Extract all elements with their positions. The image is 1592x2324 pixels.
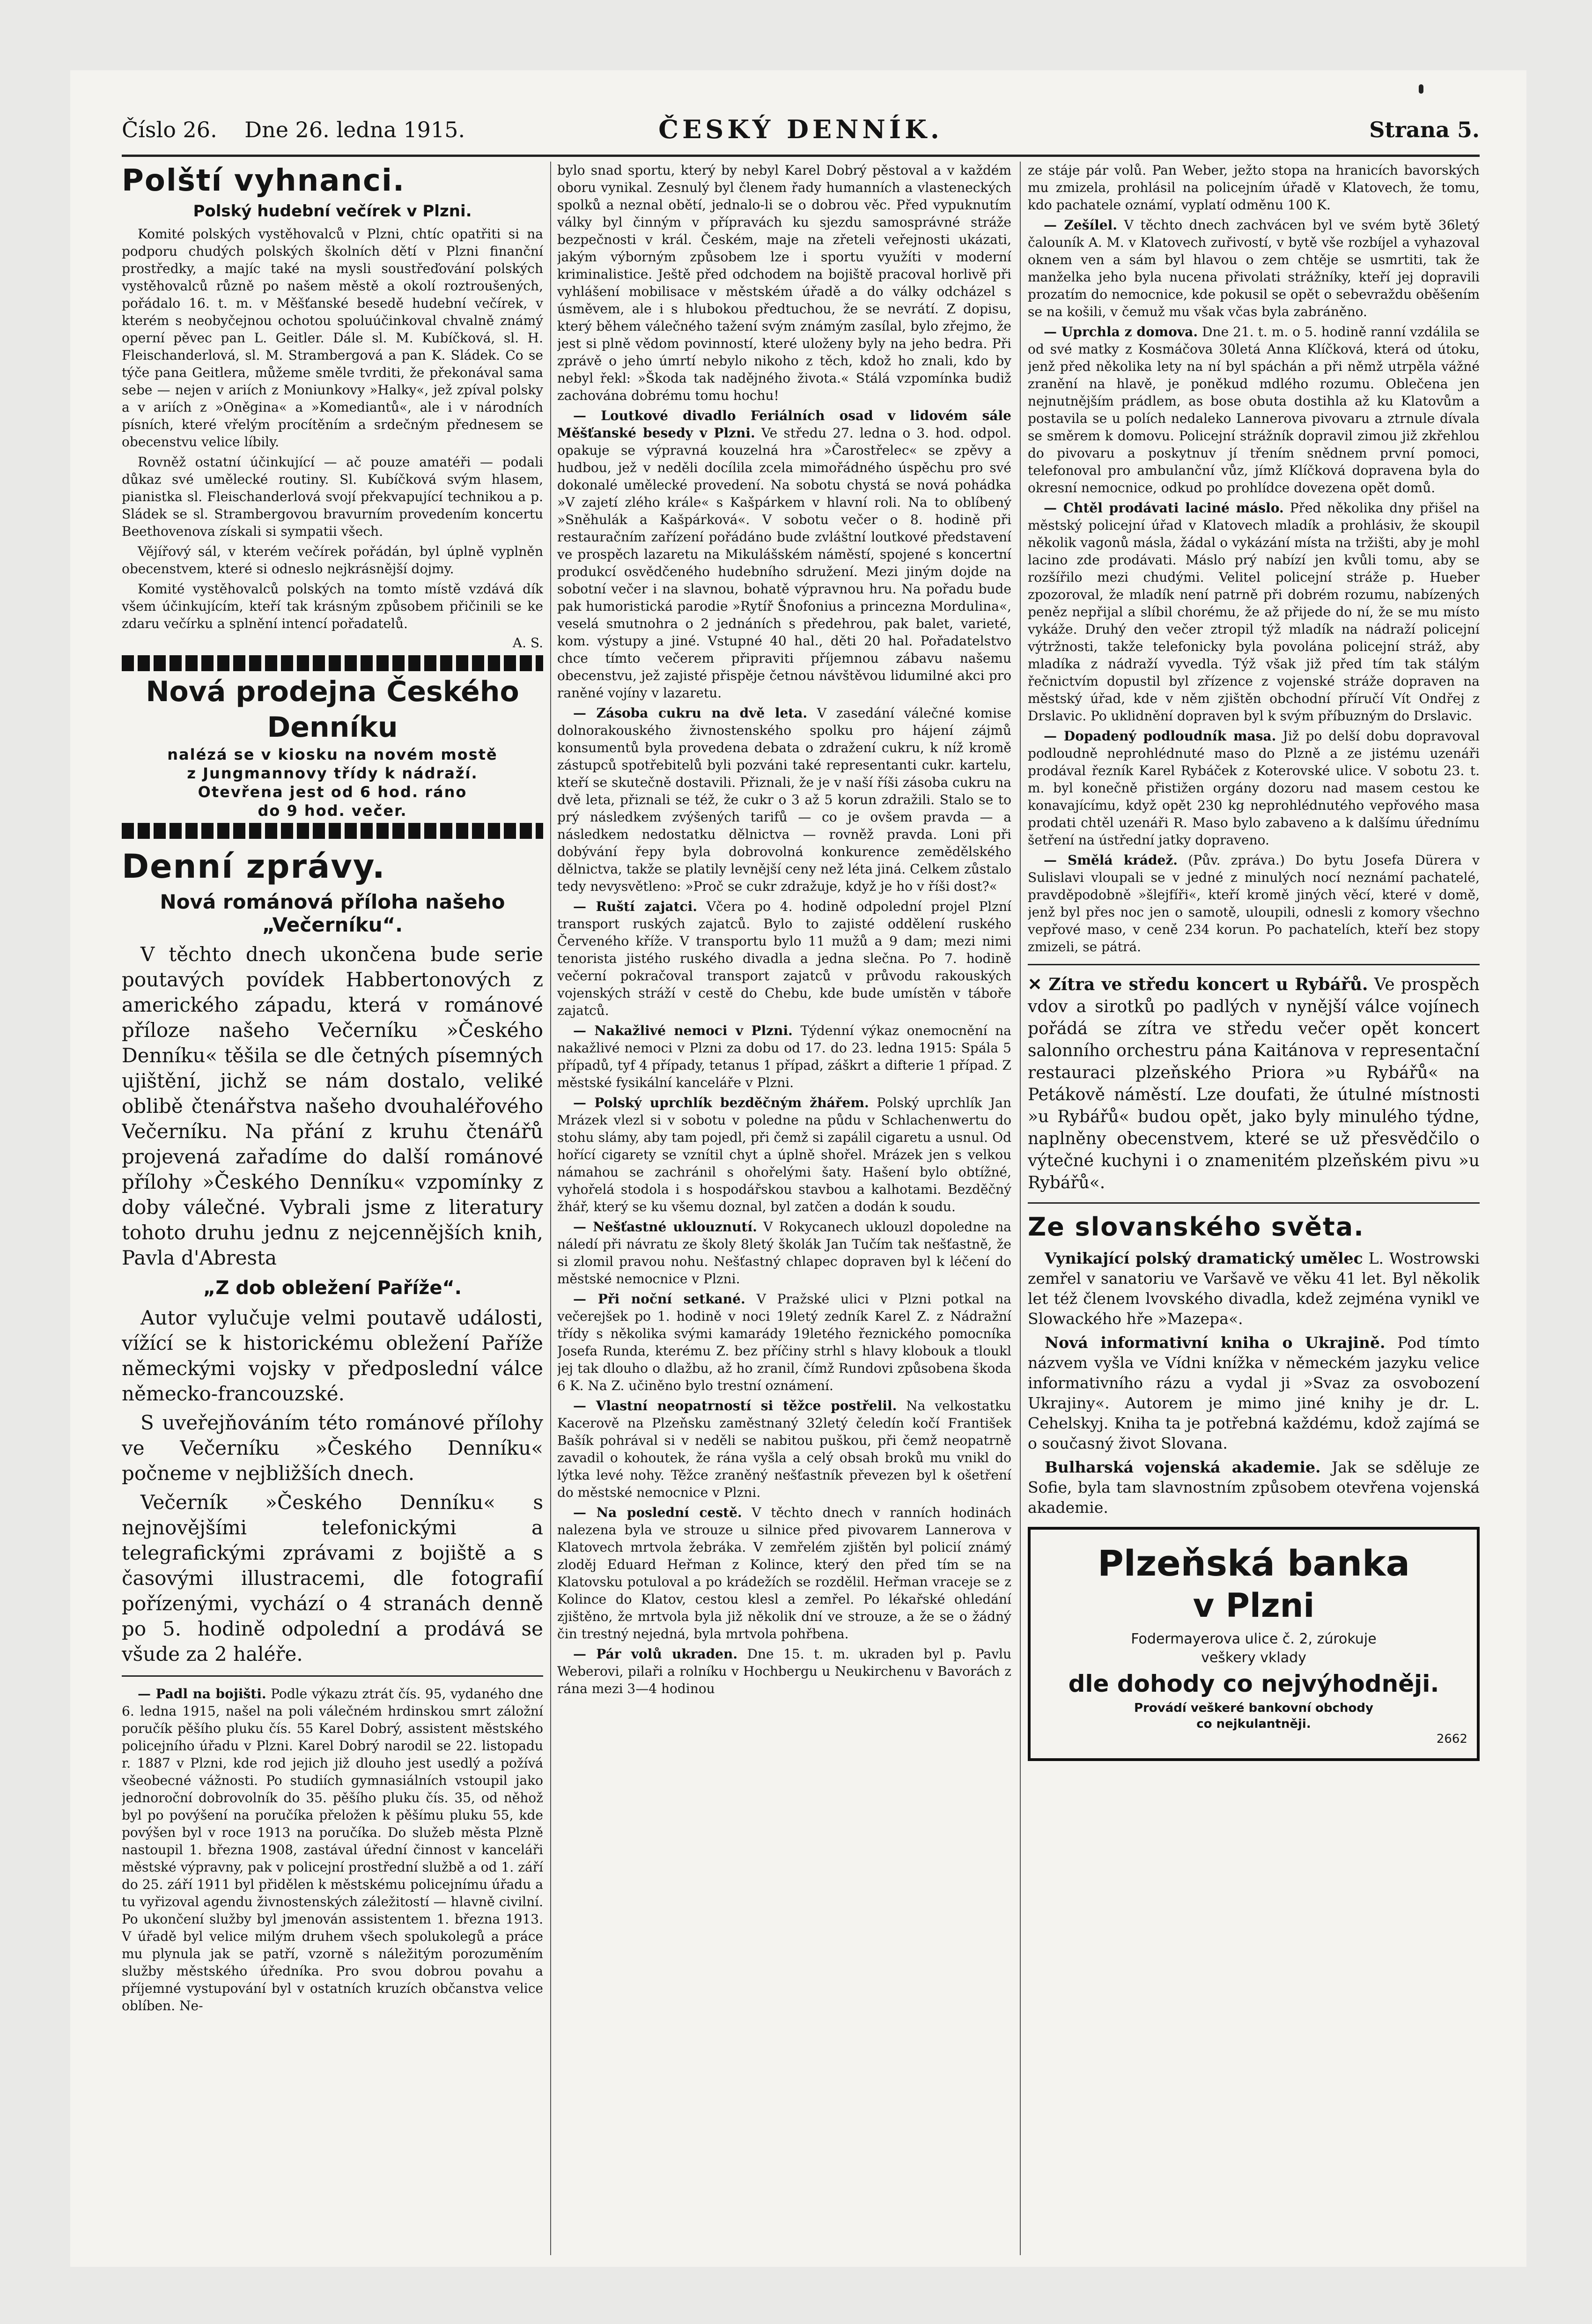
notice-text: Ve prospěch vdov a sirotků po padlých v nynější válce vojínech pořádá se zítra ve středu večer opět koncert salonního orchestru pána Kaitánova v representační restauraci plzeňského Priora »u Rybářů« na Petákově náměstí. Lze doufati, že útulné místnosti »u Rybářů« budou opět, jako byly minulého týdne, naplněny obecenstvem, které se už přesvědčilo o výtečné kuchyni i o znamenitém plzeňském pivu »u Rybářů«. xyxy=(1028,975,1480,1192)
news-text: Pod tímto názvem vyšla ve Vídni knížka v německém jazyku velice informativního rázu a vydal ji »Svaz za osvobození Ukrajiny«. Autorem je mimo jiné knihy je dr. L. Cehelskyj. Kniha ta je potřebná každému, kdož zajímá se o současný život Slovana. xyxy=(1028,1333,1480,1452)
news-kicker: — Padl na bojišti. xyxy=(138,1686,266,1702)
ad-line: co nejkulantněji. xyxy=(1196,1717,1311,1731)
news-kicker: — Chtěl prodávati laciné máslo. xyxy=(1044,500,1284,516)
article-paragraph: Rovněž ostatní účinkující — ač pouze amatéři — podali důkaz své umělecké routiny. Sl. Kubíčková svým hlasem, pianistka sl. Fleischanderlová svojí překvapující technikou a p. Sládek se sl. Strambergovou bravurním provedením koncertu Beethovenova získali si sympatii všech. xyxy=(122,454,543,539)
article-paragraph: Vějířový sál, v kterém večírek pořádán, byl úplně vyplněn obecenstvem, které si odneslo nejkrásnější dojmy. xyxy=(122,544,543,577)
news-kicker: — Na poslední cestě. xyxy=(573,1505,742,1520)
news-text: Před několika dny přišel na městský policejní úřad v Klatovech mladík a prohlásiv, že skoupil několik vagonů másla, žádal o vykázání místa na tržišti, aby je mohl lacino zde prodávati. Máslo prý nabízí jen kvůli tomu, aby se rozšířilo mezi chudými. Velitel policejní stráže p. Hueber zpozoroval, že mladík není patrně při dobrém rozumu, nabízených peněz nepřijal a slíbil chorému, že až přijede do ní, že se mu místo vykáže. Druhý den večer ztropil týž mladík na nádraží policejní výtržnosti, takže telefonicky byla povolána policejní stráž, aby mladíka z nádraží vyvedla. Týž však již před tím tak stálým řečnictvím dopustil byl zřízence z vojenské stráže dopraven na městský úřad, kde v něm zjištěn obchodní příručí Vít Ondřej z Drslavic. Po uklidnění dopraven byl k svým příbuzným do Drslavic. xyxy=(1028,500,1480,724)
ad-border-pattern xyxy=(122,655,543,671)
column-2 xyxy=(557,162,1011,2255)
newspaper-page xyxy=(70,70,1526,2267)
news-item xyxy=(1028,499,1480,725)
news-text: (Pův. zpráva.) Do bytu Josefa Dürera v Sulislavi vloupali se v jedné z minulých nocí neznámí pachatelé, pravděpodobně »šlejfíři«, kteří kromě jiných věcí, které v domě, jenž byl přes noc jen o samotě, uloupili, odnesli z komory všechno vepřové maso, v ceně 234 korun. Po pachatelích, kteří bez stopy zmizeli, se pátrá. xyxy=(1028,852,1480,955)
news-kicker: — Zešílel. xyxy=(1044,217,1117,233)
news-kicker: — Smělá krádež. xyxy=(1044,852,1178,868)
divider xyxy=(122,1675,543,1677)
article-subtitle: Polský hudební večírek v Plzni. xyxy=(193,202,472,221)
news-kicker: — Dopadený podloudník masa. xyxy=(1044,728,1276,744)
column-rule xyxy=(1020,162,1021,2255)
masthead xyxy=(122,108,1480,157)
news-text: Týdenní výkaz onemocnění na nakažlivé nemoci v Plzni za dobu od 17. do 23. ledna 1915: Spála 5 případů, tyf 4 případy, tetanus 1 případ, záškrt a difterie 1 případ. Z městské fysikální kanceláře v Plzni. xyxy=(557,1023,1011,1090)
divider xyxy=(1028,964,1480,965)
news-kicker: — Nakažlivé nemoci v Plzni. xyxy=(573,1023,793,1038)
news-kicker: — Ruští zajatci. xyxy=(573,899,697,914)
news-text: V Rokycanech uklouzl dopoledne na náledí při návratu ze školy 8letý školák Jan Tučím tak nešťastně, že si zlomil pravou nohu. Nešťastný chlapec dopraven byl k léčení do městské nemocnice v Plzni. xyxy=(557,1219,1011,1287)
column-3 xyxy=(1028,162,1480,2255)
news-item xyxy=(557,1397,1011,1501)
ad-line: nalézá se v kiosku na novém mostě xyxy=(167,746,498,763)
ad-border-pattern xyxy=(122,823,543,839)
news-kicker: — Loutkové divadlo Feriálních osad v lidovém sále Měšťanské besedy v Plzni. xyxy=(557,408,1011,441)
news-text: Ve středu 27. ledna o 3. hod. odpol. opakuje se výpravná kouzelná hra »Čarostřelec« se zpěvy a hudbou, jež v neděli docílila zcela mimořádného úspěchu pro své dokonalé umělecké provedení. Na sobotu chystá se nová pohádka »V zajetí zlého krále« s Kašpárkem v hlavní roli. Na to oblíbený »Sněhulák a Kašpárková«. V sobotu večer o 8. hodině při restauračním zařízení pořádáno bude zvláštní loutkové představení ve prospěch lazaretu na Mikulášském náměstí, spojené s koncertní produkcí osvědčeného hudebního sdružení. Mezi jiným dojde na sobotní večer i na slavnou, bohatě výpravnou hru. Na pořadu bude pak humoristická parodie »Rytíř Šnofonius a princezna Mordulina«, veselá smutnohra o 2 jednáních s předehrou, pak balet, varieté, kom. výstupy a jiné. Vstupné 40 hal., děti 20 hal. Pořadatelstvo chce tímto večerem připraviti příjemnou zábavu našemu obecenstvu, jež zajisté přispěje četnou návštěvou lidumilné akci pro raněné vojíny v lazaretu. xyxy=(557,425,1011,701)
ad-line: Provádí veškeré bankovní obchody xyxy=(1134,1701,1373,1715)
ad-headline: dle dohody co nejvýhodněji. xyxy=(1068,1670,1439,1697)
ad-title: Nová prodejna Českého Denníku xyxy=(146,675,519,744)
book-title: „Z dob obležení Paříže“. xyxy=(203,1277,462,1299)
news-item xyxy=(557,1645,1011,1697)
column-rule xyxy=(550,162,551,2255)
news-item xyxy=(557,898,1011,1019)
news-kicker: — Pár volů ukraden. xyxy=(573,1646,738,1662)
news-item xyxy=(1028,851,1480,955)
news-text: V Pražské ulici v Plzni potkal na večerejšek po 1. hodině v noci 19letý zedník Karel Z. z Nádražní třídy s několika svými kamarády 19letého řeznického pomocníka Josefa Runda, kterému Z. bez příčiny strhl s hlavy klobouk a tloukl jej tak dlouho o dlažbu, až ho zranil, čímž Rundovi způsobena škoda 6 K. Na Z. učiněno bylo trestní oznámení. xyxy=(557,1291,1011,1393)
article-subtitle: „Večerníku“. xyxy=(262,913,403,936)
news-item xyxy=(557,1022,1011,1091)
news-item xyxy=(557,704,1011,895)
news-kicker: Bulharská vojenská akademie. xyxy=(1045,1458,1321,1476)
news-item xyxy=(1028,1332,1480,1453)
news-kicker: Nová informativní kniha o Ukrajině. xyxy=(1045,1333,1386,1352)
news-item xyxy=(1028,1248,1480,1329)
news-item xyxy=(122,1685,543,2014)
article-paragraph: Autor vylučuje velmi poutavě události, vížící se k historickému obležení Paříže německými vojsky v předposlední válce německo-francouzské. xyxy=(122,1306,543,1405)
news-item xyxy=(557,1504,1011,1643)
ad-bank-name: Plzeňská banka xyxy=(1098,1542,1410,1584)
news-item xyxy=(1028,323,1480,496)
bank-advertisement xyxy=(1028,1527,1480,1761)
page-mark xyxy=(1419,84,1423,94)
article-paragraph: V těchto dnech ukončena bude serie poutavých povídek Habbertonových z amerického západu, která v románové příloze našeho Večerníku »Českého Denníku« těšila se dle četných písemných ujištění, jichž se nám dostalo, veliké oblibě čtenářstva našeho dvouhaléřového Večerníku. Na přání z kruhu čtenářů projevená zařadíme do další románové přílohy »Českého Denníku« vzpomínky z doby válečné. Vybrali jsme z literatury tohoto druhu jednu z nejcennějších knih, Pavla d'Abresta xyxy=(122,943,543,1269)
article-paragraph: Večerník »Českého Denníku« s nejnovějšími telefonickými a telegrafickými zprávami z bojiště a s časovými illustracemi, dle fotografií pořízenými, vychází o 4 stranách denně po 5. hodině odpolední a prodává se všude za 2 haléře. xyxy=(122,1491,543,1665)
section-title: Denní zprávy. xyxy=(122,847,386,886)
ad-bank-city: v Plzni xyxy=(1193,1586,1315,1625)
issue-number: Číslo 26. xyxy=(122,117,217,142)
ad-line: Otevřena jest od 6 hod. ráno xyxy=(198,783,467,801)
article-paragraph: ze stáje pár volů. Pan Weber, ježto stopa na hranicích bavorských mu zmizela, prohlásil na policejním úřadě v Klatovech, že tomu, kdo pachatele oznámí, vyplatí odměnu 100 K. xyxy=(1028,163,1480,213)
article-paragraph: S uveřejňováním této románové přílohy ve Večerníku »Českého Denníku« počneme v nejbližších dnech. xyxy=(122,1411,543,1485)
news-kicker: — Vlastní neopatrností si těžce postřelil. xyxy=(573,1398,897,1414)
newspaper-title: ČESKÝ DENNÍK. xyxy=(658,114,943,144)
article-paragraph: Komité polských vystěhovalců v Plzni, chtíc opatřiti si na podporu chudých polských školních dětí v Plzni finanční prostředky, a majíc také na mysli soustřeďování polských vystěhovalců různě po našem městě a okolí roztroušených, pořádalo 16. t. m. v Měšťanské besedě hudební večírek, v kterém s neobyčejnou ochotou spoluúčinkoval chvalně známý operní pěvec pan L. Geitler. Dále sl. M. Kubíčková, sl. H. Fleischanderlová, sl. M. Strambergová a pan K. Sládek. Co se týče pana Geitlera, můžeme směle tvrditi, že překonával sama sebe — nejen v ariích z Moniunkovy »Halky«, jež zpíval polsky a v ariích z »Oněgina« a »Komediantů«, ale i v národních písních, které vřelým procítěním a srdečným přednesem se obecenstvu velice líbily. xyxy=(122,226,543,450)
news-text: Včera po 4. hodině odpolední projel Plzní transport ruských zajatců. Bylo to zajisté oddělení ruského Červeného kříže. V transportu bylo 11 mužů a 9 dam; mezi nimi tenorista jistého ruského divadla a jedna slečna. Po 7. hodině večerní pokračoval transport zajatců v průvodu rakouských vojenských stráží v cestě do Chebu, kde bude umístěn v táboře zajatců. xyxy=(557,899,1011,1018)
news-kicker: Vynikající polský dramatický umělec xyxy=(1045,1249,1363,1267)
news-item xyxy=(557,407,1011,702)
news-text: V těchto dnech zachvácen byl ve svém bytě 36letý čalouník A. M. v Klatovech zuřivostí, v bytě vše rozbíjel a vyhazoval oknem ven a sám byl hlavou o zem chtěje se usmrtiti, tak že manželka jeho byla nucena přivolati strážníky, kteří jej dopravili prozatím do nemocnice, kde pokusil se opět o sebevraždu oběšením se na košili, v čemuž mu však včas byla zabráněno. xyxy=(1028,217,1480,319)
news-kicker: — Při noční setkané. xyxy=(573,1291,745,1307)
notice-title: ✕ Zítra ve středu koncert u Rybářů. xyxy=(1028,975,1368,994)
news-text: Na velkostatku Kacerově na Plzeňsku zaměstnaný 32letý čeledín kočí František Bašík pohrával si v neděli se nabitou puškou, při čemž neopatrně zavadil o kohoutek, že rána vyšla a celý obsah broků mu vnikl do lýtka levé nohy. Těžce zraněný nešťastník převezen byl k ošetření do městské nemocnice v Plzni. xyxy=(557,1398,1011,1500)
ad-line: veškery vklady xyxy=(1201,1650,1306,1666)
article-paragraph: Komité vystěhovalců polských na tomto místě vzdává dík všem účinkujícím, kteří tak krásným způsobem přičinili se ke zdaru večírku a splnění intencí pořadatelů. xyxy=(122,581,543,631)
ad-line: Fodermayerova ulice č. 2, zúrokuje xyxy=(1131,1631,1377,1647)
news-text: V těchto dnech v ranních hodinách nalezena byla ve strouze u silnice před pivovarem Lannerova v Klatovech mrtvola žebráka. V zemřelém zjištěn byl policií známý zloděj Eduard Heřman z Kolince, který den před tím se na Klatovsku potuloval a po krádežích se rozdělil. Heřman vraceje se z Kolince do Klatov, cestou klesl a zemřel. Po lékařské ohledání zjištěno, že mrtvola byla již několik dní ve strouze, a že se o žádný čin trestný nejedná, byla mrtvola pohřbena. xyxy=(557,1505,1011,1642)
news-text: Jak se sděluje ze Sofie, byla tam slavnostním způsobem otevřena vojenská akademie. xyxy=(1028,1458,1480,1517)
news-kicker: — Nešťastné uklouznutí. xyxy=(573,1219,757,1235)
kiosk-advertisement xyxy=(122,655,543,839)
section-title: Ze slovanského světa. xyxy=(1028,1212,1364,1242)
news-text: Již po delší dobu dopravoval podloudně neprohlédnuté maso do Plzně a ze jistému uzenáři prodával řezník Karel Rybáček z Koterovské ulice. V sobotu 23. t. m. byl konečně přistižen orgány dozoru nad masem cestou ke konavajícímu, když opět 230 kg neprohlédnutého vepřového masa prodati chtěl uzenáři R. Maso bylo zabaveno a k dalšímu úřednímu šetření na ústřední jatky dopraveno. xyxy=(1028,728,1480,848)
news-kicker: — Uprchla z domova. xyxy=(1044,324,1198,340)
ad-line: z Jungmannovy třídy k nádraží. xyxy=(187,764,478,782)
ad-line: do 9 hod. večer. xyxy=(258,802,407,820)
article-paragraph: bylo snad sportu, který by nebyl Karel Dobrý pěstoval a v každém oboru vynikal. Zesnulý byl členem řady humanních a vlasteneckých spolků a neznal obětí, jednalo-li se o dobrou věc. Před vypuknutím války byl činným v přípravách ku sjezdu samosprávné stráže bezpečnosti v král. Českém, maje na zřeteli veřejnosti ukázati, jakým výborným způsobem lze i sportu využíti v moderní kriminalistice. Ještě před odchodem na bojiště pracoval horlivě při vyhlášení mobilisace v městském úřadě a do války odcházel s úsměvem, ale i s hlubokou předtuchou, že se nevrátí. Z dopisu, který během válečného tažení svým známým zasílal, bylo zřejmo, že jest si plně vědom povinností, které uloženy byly na jeho bedra. Při zprávě o jeho úmrtí nebylo nikoho z těch, kdož ho znali, kdo by nebyl řekl: »Škoda tak nadějného života.« Stálá vzpomínka budiž zachována dobrému tomu hochu! xyxy=(557,163,1011,403)
news-text: Dne 15. t. m. ukraden byl p. Pavlu Weberovi, pilaři a rolníku v Hochbergu u Neukirchenu v Bavorách z rána mezi 3—4 hodinou xyxy=(557,1646,1011,1696)
news-kicker: — Zásoba cukru na dvě leta. xyxy=(573,705,808,721)
news-item xyxy=(1028,727,1480,849)
news-item xyxy=(1028,216,1480,320)
news-text: L. Wostrowski zemřel v sanatoriu ve Varšavě ve věku 41 let. Byl několik let též členem lvovského divadla, kdež zejména vynikl ve Slowackého hře »Mazepa«. xyxy=(1028,1249,1480,1328)
issue-date: Dne 26. ledna 1915. xyxy=(244,117,465,142)
news-item xyxy=(557,1094,1011,1215)
divider xyxy=(1028,1202,1480,1204)
ad-number: 2662 xyxy=(1436,1732,1467,1746)
page-number: Strana 5. xyxy=(1369,117,1480,142)
news-text: Podle výkazu ztrát čís. 95, vydaného dne 6. ledna 1915, našel na poli válečném hrdinskou smrt záložní poručík pěšího pluku čís. 55 Karel Dobrý, assistent městského policejního úřadu v Plzni. Karel Dobrý narodil se 22. listopadu r. 1887 v Plzni, kde rod jejich již dlouho jest usedlý a požívá všeobecné vážnosti. Po studiích gymnasiálních vstoupil jako jednoroční dobrovolník do 35. pěšího pluku čís. 35, od něhož byl po povýšení na poručíka přeložen k pěšímu pluku 55, kde povýšen byl v roce 1913 na poručíka. Do služeb města Plzně nastoupil 1. března 1908, zastával úřední činnost v kanceláři městské výpravny, pak v policejní prostřední službě a od 1. září do 25. září 1911 byl přidělen k městskému policejnímu úřadu a tu vyřizoval agendu živnostenských záležitostí — hlavně civilní. Po ukončení služby byl jmenován assistentem 1. března 1913. V úřadě byl velice milým druhem všech spolukolegů a práce mu plynula jak se patří, vzorně s náležitým porozuměním služby městského úředníka. Pro svou dobrou povahu a příjemné vystupování byl v ostatních kruzích občanstva velice oblíben. Ne- xyxy=(122,1686,543,2013)
news-item xyxy=(1028,1457,1480,1517)
article-signature: A. S. xyxy=(512,635,543,651)
concert-notice xyxy=(1028,974,1480,1194)
news-text: V zasedání válečné komise dolnorakouského živnostenského spolku pro hájení zájmů konsumentů byla provedena debata o zdražení cukru, k níž kromě zástupců spotřebitelů byli pozváni také representanti cukr. kartelu, kteří se skutečně dostavili. Přiznali, že je v naší říši zásoba cukru na dvě leta, přiznali se též, že cukr o 3 až 5 korun zdražili. Stalo se to prý následkem zvýšených tarifů — co je ovšem pravda — a následkem nedostatku dělnictva — rovněž pravda. Loni při dobývání řepy byla dobrovolná konkurence zemědělského dělnictva, takže se platily levnější ceny než léta jiná. Celkem zůstalo tedy nevysvětleno: »Proč se cukr zdražuje, když je ho v říši dost?« xyxy=(557,705,1011,894)
news-text: Polský uprchlík Jan Mrázek vlezl si v sobotu v poledne na půdu v Schlachenwertu do stohu slámy, aby tam pojedl, při čemž si zapálil cigaretu a usnul. Od hořící cigarety se vznítil chyt a úplně shořel. Mrázek jen s velkou námahou se zachránil s ohořelými šaty. Hašení bylo obtížné, vyhořelá stodola i s hospodářskou stavbou a kalhotami. Bezděčný žhář, který se ku všemu doznal, byl zatčen a dodán k soudu. xyxy=(557,1095,1011,1214)
news-text: Dne 21. t. m. o 5. hodině ranní vzdálila se od své matky z Kosmáčova 30letá Anna Klíčková, která od útoku, jenž před několika lety na ní byl spáchán a při němž utrpěla vážné zranění na hlavě, je poněkud mdlého rozumu. Oblečena jen nejnutnějším prádlem, as bose obuta dostihla až ku Klatovům a postavila se u polích nedaleko Lannerova pivovaru a ztrnule dívala se směrem k domovu. Policejní strážník dopravil zimou již zkřehlou do pivovaru a poskytnuv jí třením snědnem první pomoci, telefonoval pro ambulanční vůz, jímž Klíčková dopravena byla do okresní nemocnice, odkud po prohlídce dovezena opět domů. xyxy=(1028,324,1480,496)
article-subtitle: Nová románová příloha našeho xyxy=(160,890,505,913)
column-1 xyxy=(122,162,543,2255)
news-kicker: — Polský uprchlík bezděčným žhářem. xyxy=(573,1095,869,1110)
news-item xyxy=(557,1218,1011,1288)
news-item xyxy=(557,1290,1011,1394)
article-title: Polští vyhnanci. xyxy=(122,163,405,198)
